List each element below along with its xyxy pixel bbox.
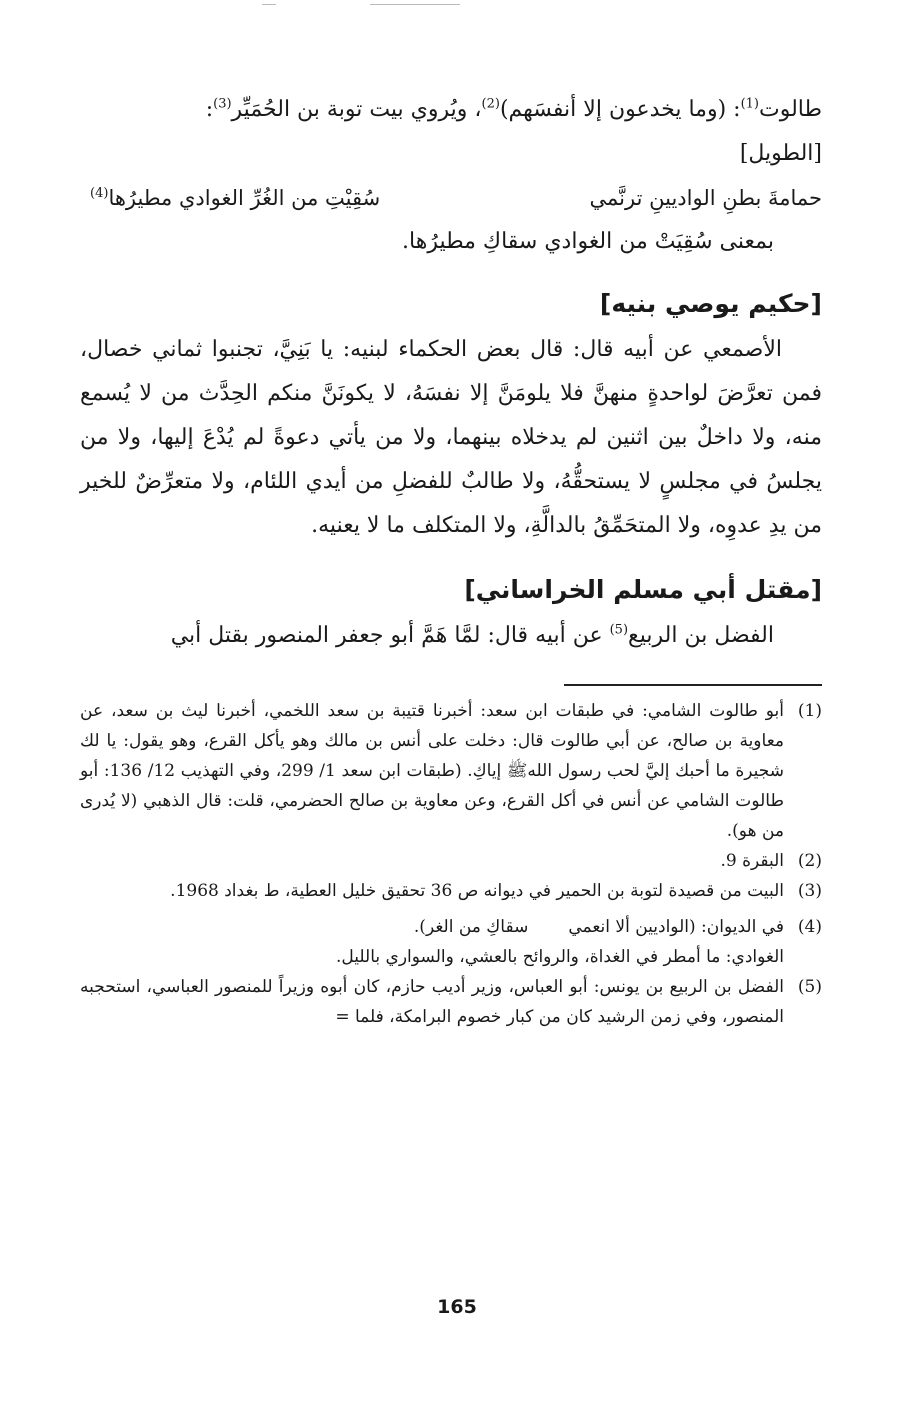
footnote-ref-5: (5) xyxy=(609,622,629,638)
footnote-separator xyxy=(564,684,822,686)
meter-label: [الطويل] xyxy=(739,141,822,166)
abu-muslim-text-2: عن أبيه قال: لمَّا هَمَّ أبو جعفر المنصور بقتل أبي xyxy=(170,623,610,648)
footnote-number: (3) xyxy=(797,881,822,901)
intro-line xyxy=(80,88,822,132)
footnote-number: (4) xyxy=(797,917,822,937)
footnote-number: (2) xyxy=(797,851,822,871)
section-paragraph-abu-muslim xyxy=(80,614,822,658)
intro-text-2: : (وما يخدعون إلا أنفسَهم) xyxy=(499,97,741,122)
verse-hemistich-2: سُقِيْتِ من الغُرِّ الغوادي مطيرُها xyxy=(108,186,381,210)
footnote-verse xyxy=(80,912,784,942)
footnote-ref-1: (1) xyxy=(740,96,759,112)
intro-text-3: ، ويُروي بيت توبة بن الحُمَيِّر xyxy=(231,97,482,122)
footnote-text: البقرة 9. xyxy=(720,851,784,871)
poem-verse xyxy=(80,176,822,220)
footnote-text: الغوادي: ما أمطر في الغداة، والروائح بالعشي، والسواري بالليل. xyxy=(336,947,784,967)
footnote-body xyxy=(80,912,784,972)
footnote-number: (5) xyxy=(797,977,822,997)
section-title-wise-man: [حكيم يوصي بنيه] xyxy=(599,289,822,318)
section-paragraph-wise-man xyxy=(80,328,822,548)
footnote-ref-3: (3) xyxy=(213,96,232,112)
footnote-4 xyxy=(80,912,822,972)
footnote-text: الفضل بن الربيع بن يونس: أبو العباس، وزير أديب حازم، كان أبوه وزيراً للمنصور العباسي، استحجبه المنصور، وفي زمن الرشيد كان من كبار خصوم البرامكة، فلما = xyxy=(80,977,784,1027)
wise-man-text: الأصمعي عن أبيه قال: قال بعض الحكماء لبنيه: يا بَنِيَّ، تجنبوا ثماني خصال، فمن تعرَّضَ لواحدةٍ منهنَّ فلا يلومَنَّ إلا نفسَهُ، لا يكونَنَّ منكم الحِدَّث من لا يُسمع منه، ولا داخلٌ بين اثنين لم يدخلاه بينهما، ولا من يأتي دعوةً لم يُدْعَ إليها، ولا من يجلسُ في مجلسٍ لا يستحقُّهُ، ولا طالبٌ للفضلِ من أيدي اللئام، ولا متعرِّضٌ للخير من يدِ عدوِه، ولا المتحَمِّقُ بالدالَّةِ، ولا المتكلف ما لا يعنيه. xyxy=(80,337,822,538)
footnote-text: أبو طالوت الشامي: في طبقات ابن سعد: أخبرنا قتيبة بن سعد اللخمي، أخبرنا ليث بن سعد، عن معاوية بن صالح، عن أبي طالوت قال: دخلت على أنس بن مالك وهو يأكل القرع، وهو يقول: يا لك شجيرة ما أحبك إليَّ لحب رسول اللهﷺ إياكِ. (طبقات ابن سعد 1/ 299، وفي التهذيب 12/ 136: أبو طالوت الشامي عن أنس في أكل القرع، وعن معاوية بن صالح الحضرمي، قلت: قال الذهبي (لا يُدرى من هو). xyxy=(80,701,784,841)
page-body xyxy=(80,88,822,1032)
footnote-2 xyxy=(80,846,822,876)
footnote-ref-2: (2) xyxy=(481,96,500,112)
intro-text-1: طالوت xyxy=(759,97,822,122)
footnote-3 xyxy=(80,876,822,906)
top-rule-right xyxy=(370,4,460,5)
section-title-abu-muslim: [مقتل أبي مسلم الخراساني] xyxy=(464,575,822,604)
verse-hemistich-1: حمامةَ بطنِ الواديينِ ترنَّمي xyxy=(589,186,822,210)
footnote-5 xyxy=(80,972,822,1032)
top-rule-left xyxy=(262,4,276,5)
verse-hemistich-2-wrap xyxy=(90,176,380,220)
footnote-1 xyxy=(80,696,822,846)
footnote-text: البيت من قصيدة لتوبة بن الحمير في ديوانه ص 36 تحقيق خليل العطية، ط بغداد 1968. xyxy=(170,881,784,901)
footnote-number: (1) xyxy=(797,701,822,721)
page-number: 165 xyxy=(437,1296,477,1318)
footnote-verse-a: في الديوان: (الواديين ألا انعمي xyxy=(568,917,784,937)
verse-explanation: بمعنى سُقِيَتْ من الغوادي سقاكِ مطيرُها. xyxy=(402,229,774,254)
intro-text-4: : xyxy=(205,97,214,122)
abu-muslim-text-1: الفضل بن الربيع xyxy=(628,623,774,648)
footnote-ref-4: (4) xyxy=(90,186,109,201)
footnote-verse-b: سقاكِ من الغر). xyxy=(413,917,529,937)
